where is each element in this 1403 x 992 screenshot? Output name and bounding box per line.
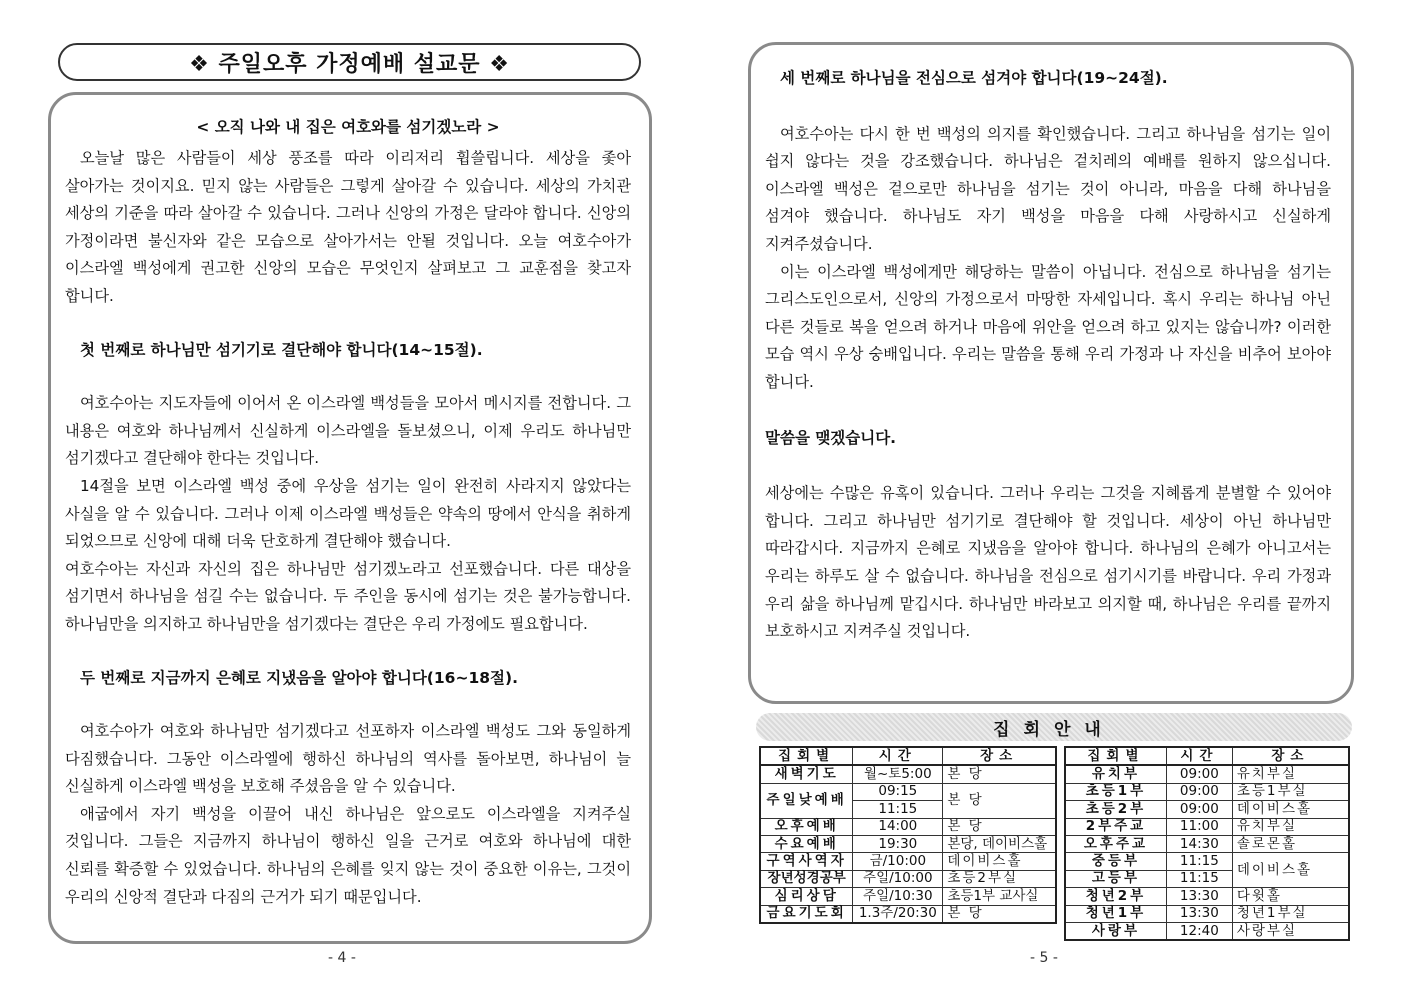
meeting-time: 주일/10:30 [853, 888, 943, 905]
meeting-name: 새벽기도 [760, 765, 853, 783]
meeting-time: 1.3주/20:30 [853, 905, 943, 923]
meeting-place: 데이비스홀 [943, 853, 1056, 870]
point-one-paragraph-1: 여호수아는 지도자들에 이어서 온 이스라엘 백성들을 모아서 메시지를 전합니다. 그 내용은 여호와 하나님께서 신실하게 이스라엘을 돌보셨으니, 이제 우리도 하나님만 섬기겠다고 결단해야 한다는 것입니다. [65, 394, 631, 468]
meeting-place: 청년1부실 [1232, 905, 1349, 922]
meeting-name: 초등2부 [1065, 801, 1166, 818]
meeting-name: 초등1부 [1065, 783, 1166, 800]
meeting-name: 청년2부 [1065, 888, 1166, 905]
meeting-name: 중등부 [1065, 853, 1166, 870]
schedule-table-left [759, 746, 1057, 924]
meeting-time: 19:30 [853, 835, 943, 852]
meeting-place: 데이비스홀 [1232, 853, 1349, 888]
conclusion-paragraph: 세상에는 수많은 유혹이 있습니다. 그러나 우리는 그것을 지혜롭게 분별할 수 있어야 합니다. 그리고 하나님만 섬기기로 결단해야 할 것입니다. 세상이 아닌 하나님만 따라갑시다. 지금까지 은혜로 지냈음을 알아야 합니다. 하나님의 은혜가 아니고서는 우리는 하루도 살 수 없습니다. 하나님을 전심으로 섬기시기를 바랍니다. 우리 가정과 우리 삶을 하나님께 맡깁시다. 하나님만 바라보고 의지할 때, 하나님은 우리를 끝까지 보호하시고 지켜주실 것입니다. [765, 484, 1331, 641]
table-row [760, 765, 1056, 783]
table-row [760, 870, 1056, 887]
page-number-left: - 4 - [328, 950, 356, 966]
meeting-time: 09:00 [1166, 801, 1232, 818]
meeting-name: 유치부 [1065, 765, 1166, 783]
col-header-place: 장소 [1232, 747, 1349, 765]
point-one-paragraph-2: 14절을 보면 이스라엘 백성 중에 우상을 섬기는 일이 완전히 사라지지 않았다는 사실을 알 수 있습니다. 그러나 이제 이스라엘 백성들은 약속의 땅에서 안식을 취하게 되었으므로 신앙에 대해 더욱 단호하게 결단해야 했습니다. [65, 476, 631, 551]
table-row [1065, 801, 1349, 818]
page-number-right: - 5 - [1030, 950, 1058, 966]
meeting-place: 솔로몬홀 [1232, 835, 1349, 852]
meeting-time: 09:00 [1166, 783, 1232, 800]
meeting-place: 본 당 [943, 905, 1056, 923]
meeting-name: 고등부 [1065, 870, 1166, 887]
meeting-time: 11:15 [1166, 853, 1232, 870]
table-row [1065, 818, 1349, 835]
table-row [760, 818, 1056, 835]
table-row [1065, 922, 1349, 940]
table-row [1065, 765, 1349, 783]
meeting-name: 장년성경공부 [760, 870, 853, 887]
point-three-heading: 세 번째로 하나님을 전심으로 섬겨야 합니다(19~24절). [780, 69, 1168, 87]
intro-paragraph: 오늘날 많은 사람들이 세상 풍조를 따라 이리저리 휩쓸립니다. 세상을 좇아 살아가는 것이지요. 믿지 않는 사람들은 그렇게 살아갈 수 있습니다. 세상의 가치관 세상의 기준을 따라 살아갈 수 있습니다. 그러나 신앙의 가정은 달라야 합니다. 신앙의 가정이라면 불신자와 같은 모습으로 살아가서는 안될 것입니다. 오늘 여호수아가 이스라엘 백성에게 권고한 신앙의 모습은 무엇인지 살펴보고 그 교훈점을 찾고자 합니다. [65, 149, 631, 305]
point-three-paragraph-1: 여호수아는 다시 한 번 백성의 의지를 확인했습니다. 그리고 하나님을 섬기는 일이 쉽지 않다는 것을 강조했습니다. 하나님은 겉치레의 예배를 원하지 않으십니다. 이스라엘 백성은 겉으로만 하나님을 섬기는 것이 아니라, 마음을 다해 하나님을 섬겨야 했습니다. 하나님도 자기 백성을 마음을 다해 사랑하시고 신실하게 지켜주셨습니다. [765, 124, 1331, 253]
meeting-place: 유치부실 [1232, 765, 1349, 783]
meeting-name: 사랑부 [1065, 922, 1166, 940]
col-header-name: 집회별 [1065, 747, 1166, 765]
meeting-place: 본 당 [943, 783, 1056, 818]
meeting-place: 유치부실 [1232, 818, 1349, 835]
meeting-place: 다윗홀 [1232, 888, 1349, 905]
point-two-paragraph-1: 여호수아가 여호와 하나님만 섬기겠다고 선포하자 이스라엘 백성도 그와 동일하게 다짐했습니다. 그동안 이스라엘에 행하신 하나님의 역사를 돌아보면, 하나님이 늘 신실하게 이스라엘 백성을 보호해 주셨음을 알 수 있습니다. [65, 722, 631, 796]
meeting-time: 13:30 [1166, 888, 1232, 905]
point-three-paragraph-2: 이는 이스라엘 백성에게만 해당하는 말씀이 아닙니다. 전심으로 하나님을 섬기는 그리스도인으로서, 신앙의 가정으로서 마땅한 자세입니다. 혹시 우리는 하나님 아닌 다른 것들로 복을 얻으려 하거나 마음에 위안을 얻으려 하고 있지는 않습니까? 이러한 모습 역시 우상 숭배입니다. 우리는 말씀을 통해 우리 가정과 나 자신을 비추어 보아야 합니다. [765, 262, 1331, 391]
meeting-time: 12:40 [1166, 922, 1232, 940]
meeting-time: 11:15 [1166, 870, 1232, 887]
meeting-time: 월~토5:00 [853, 765, 943, 783]
table-row [760, 835, 1056, 852]
col-header-time: 시간 [853, 747, 943, 765]
sermon-panel-right [748, 42, 1354, 704]
table-row [1065, 888, 1349, 905]
table-row [1065, 853, 1349, 870]
table-row [760, 888, 1056, 905]
point-two-paragraph-2: 애굽에서 자기 백성을 이끌어 내신 하나님은 앞으로도 이스라엘을 지켜주실 것입니다. 그들은 지금까지 하나님이 행하신 일을 근거로 여호와 하나님에 대한 신뢰를 확증할 수 있었습니다. 하나님의 은혜를 잊지 않는 것이 중요한 이유는, 그것이 우리의 신앙적 결단과 다짐의 근거가 되기 때문입니다. [65, 804, 631, 906]
meeting-time: 금/10:00 [853, 853, 943, 870]
sermon-panel-left [48, 92, 652, 944]
meeting-time: 11:00 [1166, 818, 1232, 835]
meeting-place: 사랑부실 [1232, 922, 1349, 940]
meeting-time: 주일/10:00 [853, 870, 943, 887]
meeting-name: 금요기도회 [760, 905, 853, 923]
meeting-name: 수요예배 [760, 835, 853, 852]
meeting-place: 본 당 [943, 818, 1056, 835]
meeting-name: 오후주교 [1065, 835, 1166, 852]
conclusion-heading: 말씀을 맺겠습니다. [765, 428, 897, 447]
table-row [760, 853, 1056, 870]
meeting-time: 09:00 [1166, 765, 1232, 783]
table-row [760, 783, 1056, 800]
meeting-time: 09:15 [853, 783, 943, 800]
meeting-place: 본 당 [943, 765, 1056, 783]
point-one-heading: 첫 번째로 하나님만 섬기기로 결단해야 합니다(14~15절). [80, 340, 483, 359]
col-header-time: 시간 [1166, 747, 1232, 765]
col-header-place: 장소 [943, 747, 1056, 765]
meeting-time: 14:00 [853, 818, 943, 835]
meeting-place: 데이비스홀 [1232, 801, 1349, 818]
table-row [1065, 783, 1349, 800]
meeting-place: 초등2부실 [943, 870, 1056, 887]
point-two-heading: 두 번째로 지금까지 은혜로 지냈음을 알아야 합니다(16~18절). [80, 668, 518, 687]
meeting-time: 14:30 [1166, 835, 1232, 852]
meeting-place: 초등1부실 [1232, 783, 1349, 800]
table-row [1065, 905, 1349, 922]
meeting-name: 주일낮예배 [760, 783, 853, 818]
sermon-title: ❖ 주일오후 가정예배 설교문 ❖ [58, 43, 641, 81]
meeting-place: 초등1부 교사실 [943, 888, 1056, 905]
col-header-name: 집회별 [760, 747, 853, 765]
table-row [760, 905, 1056, 923]
meeting-name: 2부주교 [1065, 818, 1166, 835]
meeting-name: 오후예배 [760, 818, 853, 835]
sermon-subtitle: < 오직 나와 내 집은 여호와를 섬기겠노라 > [196, 118, 500, 136]
schedule-banner: 집회안내 [756, 713, 1352, 741]
meeting-name: 청년1부 [1065, 905, 1166, 922]
table-row [1065, 835, 1349, 852]
meeting-name: 심리상담 [760, 888, 853, 905]
schedule-table-right [1064, 746, 1350, 941]
meeting-name: 구역사역자 [760, 853, 853, 870]
meeting-place: 본당, 데이비스홀 [943, 835, 1056, 852]
meeting-time: 13:30 [1166, 905, 1232, 922]
point-one-paragraph-3: 여호수아는 자신과 자신의 집은 하나님만 섬기겠노라고 선포했습니다. 다른 대상을 섬기면서 하나님을 섬길 수는 없습니다. 두 주인을 동시에 섬기는 것은 불가능합니다. 하나님만을 의지하고 하나님만을 섬기겠다는 결단은 우리 가정에도 필요합니다. [65, 559, 631, 633]
meeting-time: 11:15 [853, 801, 943, 818]
